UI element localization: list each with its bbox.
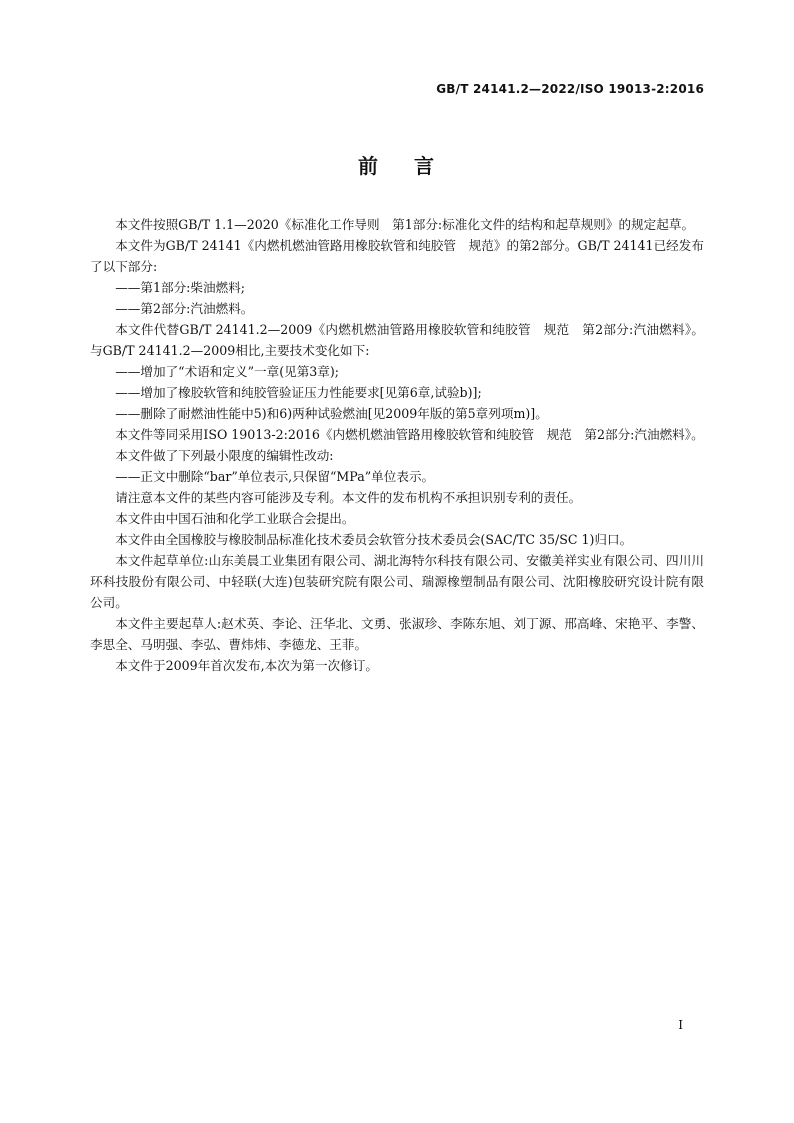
paragraph: 本文件代替GB/T 24141.2—2009《内燃机燃油管路用橡胶软管和纯胶管 规范 第2部分:汽油燃料》。与GB/T 24141.2—2009相比,主要技术变化如下: <box>90 322 704 358</box>
list-item: ——第1部分:柴油燃料; <box>115 280 246 295</box>
paragraph: 本文件做了下列最小限度的编辑性改动: <box>115 448 334 463</box>
title-char-2: 言 <box>414 154 436 178</box>
standard-code: GB/T 24141.2—2022/ISO 19013-2:2016 <box>436 82 704 96</box>
paragraph: 本文件按照GB/T 1.1—2020《标准化工作导则 第1部分:标准化文件的结构和起草规则》的规定起草。 <box>115 217 695 232</box>
list-item: ——增加了“术语和定义”一章(见第3章); <box>115 364 340 379</box>
paragraph: 本文件为GB/T 24141《内燃机燃油管路用橡胶软管和纯胶管 规范》的第2部分。GB/T 24141已经发布了以下部分: <box>90 238 704 274</box>
paragraph: 本文件主要起草人:赵术英、李论、汪华北、文勇、张淑珍、李陈东旭、刘丁源、邢高峰、宋艳平、李警、李思全、马明强、李弘、曹炜炜、李德龙、王菲。 <box>90 616 704 652</box>
paragraph: 本文件等同采用ISO 19013-2:2016《内燃机燃油管路用橡胶软管和纯胶管 规范 第2部分:汽油燃料》。 <box>115 427 704 442</box>
list-item: ——增加了橡胶软管和纯胶管验证压力性能要求[见第6章,试验b)]; <box>115 385 482 400</box>
paragraph: 本文件于2009年首次发布,本次为第一次修订。 <box>115 658 378 673</box>
title-char-1: 前 <box>358 154 380 178</box>
paragraph: 本文件由中国石油和化学工业联合会提出。 <box>115 511 355 526</box>
list-item: ——正文中删除“bar”单位表示,只保留“MPa”单位表示。 <box>115 469 435 484</box>
list-item: ——第2部分:汽油燃料。 <box>115 301 254 316</box>
page-number: I <box>678 1018 683 1032</box>
paragraph: 本文件由全国橡胶与橡胶制品标准化技术委员会软管分技术委员会(SAC/TC 35/SC 1)归口。 <box>115 532 633 547</box>
paragraph: 请注意本文件的某些内容可能涉及专利。本文件的发布机构不承担识别专利的责任。 <box>115 490 582 505</box>
paragraph: 本文件起草单位:山东美晨工业集团有限公司、湖北海特尔科技有限公司、安徽美祥实业有限公司、四川川环科技股份有限公司、中轻联(大连)包装研究院有限公司、瑞源橡塑制品有限公司、沈阳橡胶研究设计院有限公司。 <box>90 553 704 610</box>
list-item: ——删除了耐燃油性能中5)和6)两种试验燃油[见2009年版的第5章列项m)]。 <box>115 406 548 421</box>
page-title <box>0 150 794 179</box>
foreword-body <box>90 214 704 676</box>
